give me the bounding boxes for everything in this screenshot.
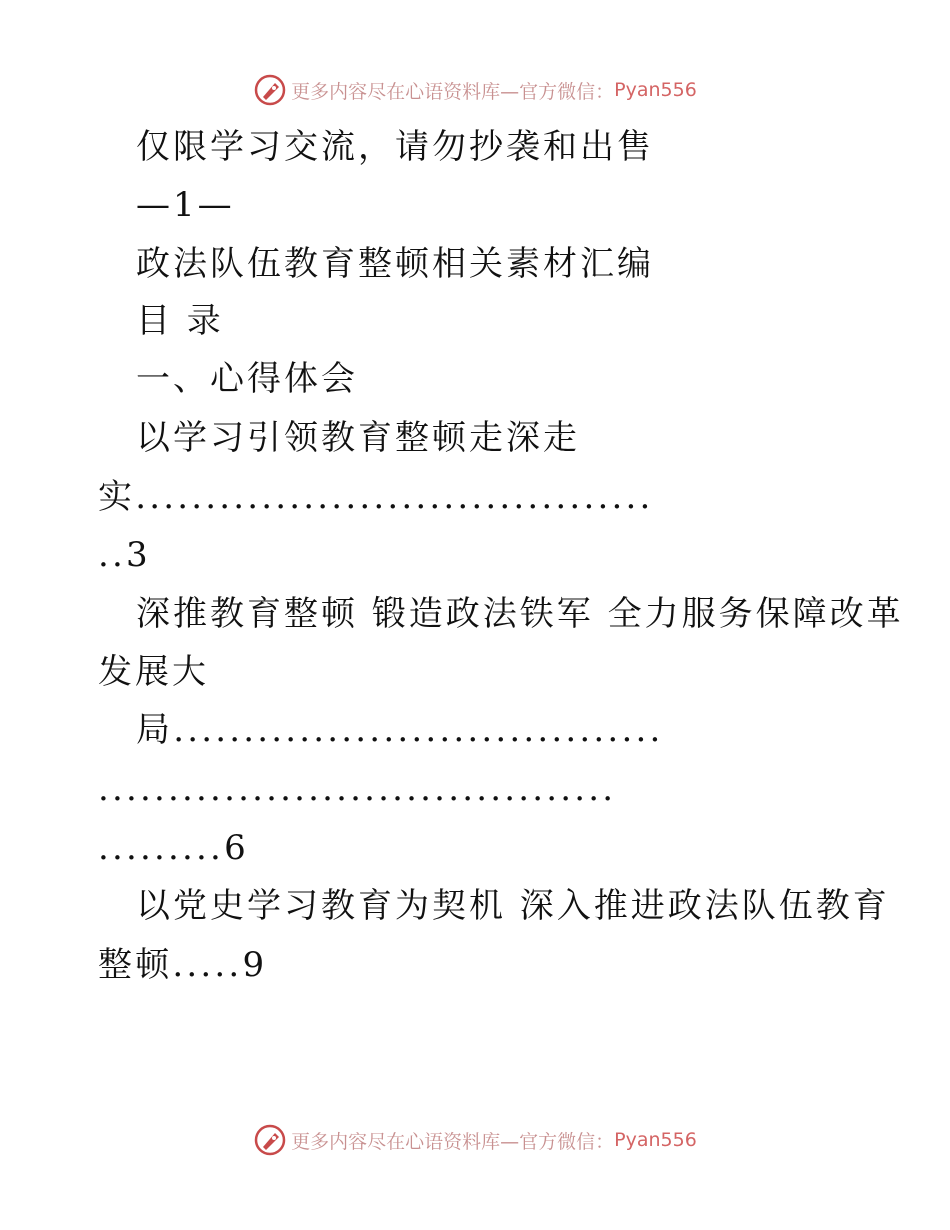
toc-entry-1-leader: 实.....................................: [98, 477, 654, 517]
watermark-text: 更多内容尽在心语资料库—官方微信：: [291, 1130, 615, 1153]
watermark-footer: [0, 1120, 950, 1160]
watermark-text: 更多内容尽在心语资料库—官方微信：: [291, 80, 615, 103]
toc-entry-3-title: 以党史学习教育为契机 深入推进政法队伍教育: [136, 886, 890, 926]
watermark-header: [0, 70, 950, 110]
pen-nib-logo-icon: [253, 1123, 287, 1157]
document-title: 政法队伍教育整顿相关素材汇编: [136, 244, 654, 284]
notice-line: 仅限学习交流，请勿抄袭和出售: [136, 127, 654, 167]
toc-entry-2-leader: 局...................................: [136, 710, 664, 750]
watermark-account: Pyan556: [614, 1129, 697, 1151]
page-marker: —1—: [136, 185, 235, 225]
toc-entry-1-title: 以学习引领教育整顿走深走: [136, 418, 580, 458]
toc-entry-1-page: ..3: [98, 535, 151, 575]
toc-entry-2-page: .........6: [98, 828, 249, 868]
pen-nib-logo-icon: [253, 73, 287, 107]
section-heading: 一、心得体会: [136, 359, 358, 399]
toc-entry-2-title-cont: 发展大: [98, 652, 209, 692]
toc-entry-3-page: 整顿.....9: [98, 945, 268, 985]
watermark-account: Pyan556: [614, 79, 697, 101]
toc-entry-2-title: 深推教育整顿 锻造政法铁军 全力服务保障改革: [136, 594, 904, 634]
toc-heading: 目 录: [136, 301, 224, 341]
toc-entry-2-leader-cont: .....................................: [98, 769, 617, 809]
